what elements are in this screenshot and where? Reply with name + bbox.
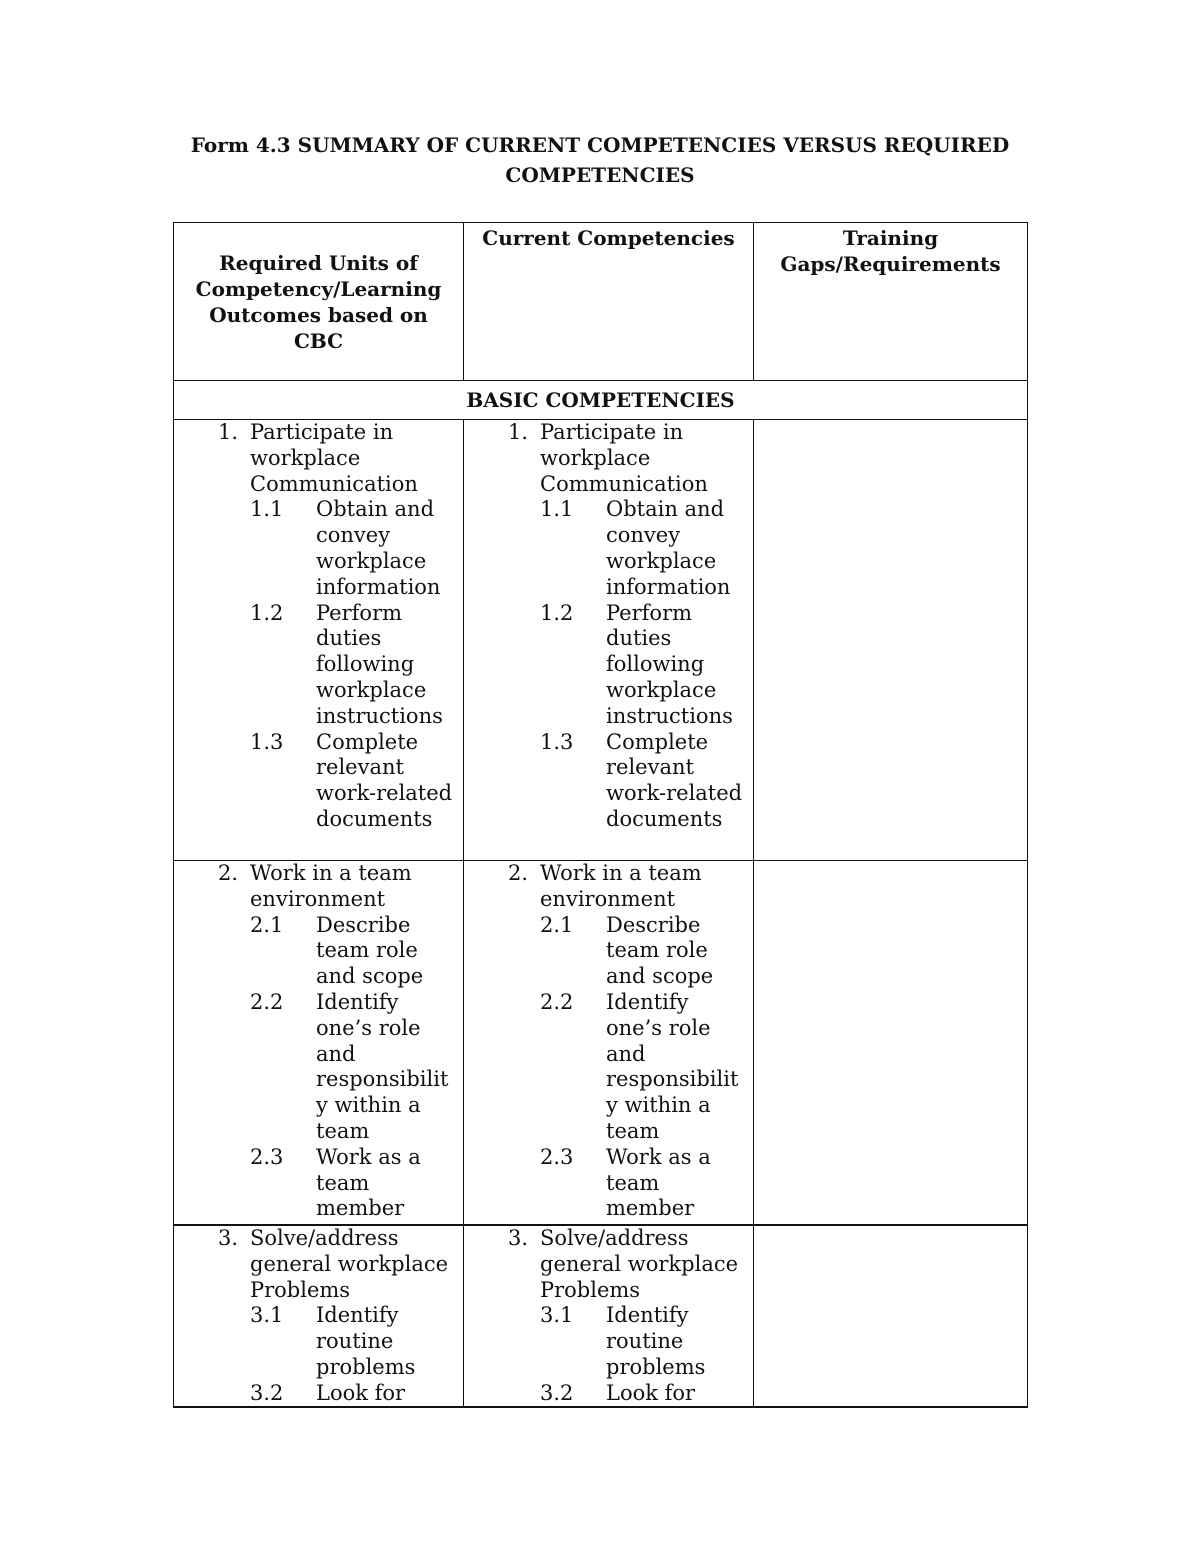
outcome-text: Complete relevant work-related documents bbox=[606, 729, 743, 831]
unit-title: Work in a team environment bbox=[250, 861, 412, 911]
required-cell bbox=[174, 420, 464, 861]
header-current-competencies: Current Competencies bbox=[464, 223, 754, 381]
outcome-number: 2.3 bbox=[250, 1144, 284, 1169]
gaps-cell bbox=[754, 420, 1028, 861]
table-row bbox=[174, 861, 1028, 1226]
header-training-gaps: Training Gaps/Requirements bbox=[754, 223, 1028, 381]
form-title bbox=[170, 130, 1030, 190]
unit-number: 1. bbox=[218, 420, 239, 444]
outcome-number: 2.1 bbox=[540, 912, 574, 937]
cell-content bbox=[464, 1226, 753, 1406]
outcome-number: 1.2 bbox=[250, 600, 284, 625]
outcome-number: 2.1 bbox=[250, 912, 284, 937]
learning-outcome bbox=[464, 913, 753, 990]
learning-outcome bbox=[174, 1145, 463, 1222]
learning-outcome bbox=[464, 1303, 753, 1380]
learning-outcome bbox=[174, 497, 463, 600]
learning-outcome bbox=[174, 913, 463, 990]
outcome-text: Perform duties following workplace instructions bbox=[316, 600, 443, 728]
header-required-units: Required Units of Competency/Learning Outcomes based on CBC bbox=[174, 223, 464, 381]
unit-item bbox=[174, 861, 463, 913]
outcome-number: 1.1 bbox=[250, 497, 284, 522]
current-cell bbox=[464, 861, 754, 1226]
outcome-text: Identify routine problems bbox=[316, 1303, 416, 1379]
unit-title: Solve/address general workplace Problems bbox=[540, 1226, 739, 1302]
outcome-number: 3.1 bbox=[250, 1303, 284, 1328]
learning-outcome bbox=[464, 730, 753, 833]
outcome-number: 2.2 bbox=[540, 989, 574, 1014]
section-row bbox=[174, 381, 1028, 420]
learning-outcome bbox=[174, 601, 463, 730]
table-header-row bbox=[174, 223, 1028, 381]
section-basic-competencies: BASIC COMPETENCIES bbox=[174, 381, 1028, 420]
outcome-number: 2.3 bbox=[540, 1144, 574, 1169]
unit-title: Solve/address general workplace Problems bbox=[250, 1226, 449, 1302]
outcome-text: Identify one’s role and responsibilit y within a team bbox=[606, 989, 739, 1143]
required-cell bbox=[174, 1225, 464, 1407]
table-row bbox=[174, 420, 1028, 861]
outcome-text: Identify routine problems bbox=[606, 1303, 706, 1379]
outcome-number: 1.1 bbox=[540, 497, 574, 522]
unit-title: Work in a team environment bbox=[540, 861, 702, 911]
learning-outcome bbox=[174, 1303, 463, 1380]
gaps-cell bbox=[754, 1225, 1028, 1407]
unit-title: Participate in workplace Communication bbox=[250, 420, 418, 496]
learning-outcome bbox=[464, 601, 753, 730]
required-cell bbox=[174, 861, 464, 1226]
outcome-number: 2.2 bbox=[250, 989, 284, 1014]
unit-title: Participate in workplace Communication bbox=[540, 420, 708, 496]
outcome-number: 3.2 bbox=[250, 1380, 284, 1405]
learning-outcome bbox=[464, 990, 753, 1145]
gaps-cell bbox=[754, 861, 1028, 1226]
outcome-number: 1.3 bbox=[540, 729, 574, 754]
outcome-text: Look for bbox=[316, 1380, 406, 1405]
unit-item bbox=[174, 420, 463, 497]
unit-number: 1. bbox=[508, 420, 529, 444]
outcome-text: Work as a team member bbox=[316, 1144, 421, 1221]
current-cell bbox=[464, 1225, 754, 1407]
competency-table bbox=[173, 222, 1028, 1408]
unit-number: 2. bbox=[508, 861, 529, 885]
learning-outcome bbox=[464, 1381, 753, 1406]
form-title-line-2: COMPETENCIES bbox=[505, 163, 695, 187]
cell-content bbox=[174, 1226, 463, 1406]
outcome-text: Obtain and convey workplace information bbox=[316, 497, 441, 599]
outcome-text: Work as a team member bbox=[606, 1144, 711, 1221]
form-title-line-1: Form 4.3 SUMMARY OF CURRENT COMPETENCIES VERSUS REQUIRED bbox=[190, 133, 1010, 157]
unit-number: 3. bbox=[218, 1226, 239, 1250]
outcome-number: 3.2 bbox=[540, 1380, 574, 1405]
unit-item bbox=[464, 1226, 753, 1303]
outcome-text: Describe team role and scope bbox=[316, 912, 424, 989]
unit-item bbox=[174, 1226, 463, 1303]
outcome-text: Describe team role and scope bbox=[606, 912, 714, 989]
learning-outcome bbox=[174, 1381, 463, 1406]
outcome-number: 1.2 bbox=[540, 600, 574, 625]
outcome-text: Perform duties following workplace instructions bbox=[606, 600, 733, 728]
outcome-number: 1.3 bbox=[250, 729, 284, 754]
outcome-text: Obtain and convey workplace information bbox=[606, 497, 731, 599]
unit-number: 2. bbox=[218, 861, 239, 885]
learning-outcome bbox=[174, 990, 463, 1145]
outcome-number: 3.1 bbox=[540, 1303, 574, 1328]
learning-outcome bbox=[464, 497, 753, 600]
unit-item bbox=[464, 420, 753, 497]
current-cell bbox=[464, 420, 754, 861]
unit-number: 3. bbox=[508, 1226, 529, 1250]
outcome-text: Complete relevant work-related documents bbox=[316, 729, 453, 831]
learning-outcome bbox=[464, 1145, 753, 1222]
outcome-text: Identify one’s role and responsibilit y within a team bbox=[316, 989, 449, 1143]
unit-item bbox=[464, 861, 753, 913]
table-row bbox=[174, 1225, 1028, 1407]
outcome-text: Look for bbox=[606, 1380, 696, 1405]
learning-outcome bbox=[174, 730, 463, 833]
